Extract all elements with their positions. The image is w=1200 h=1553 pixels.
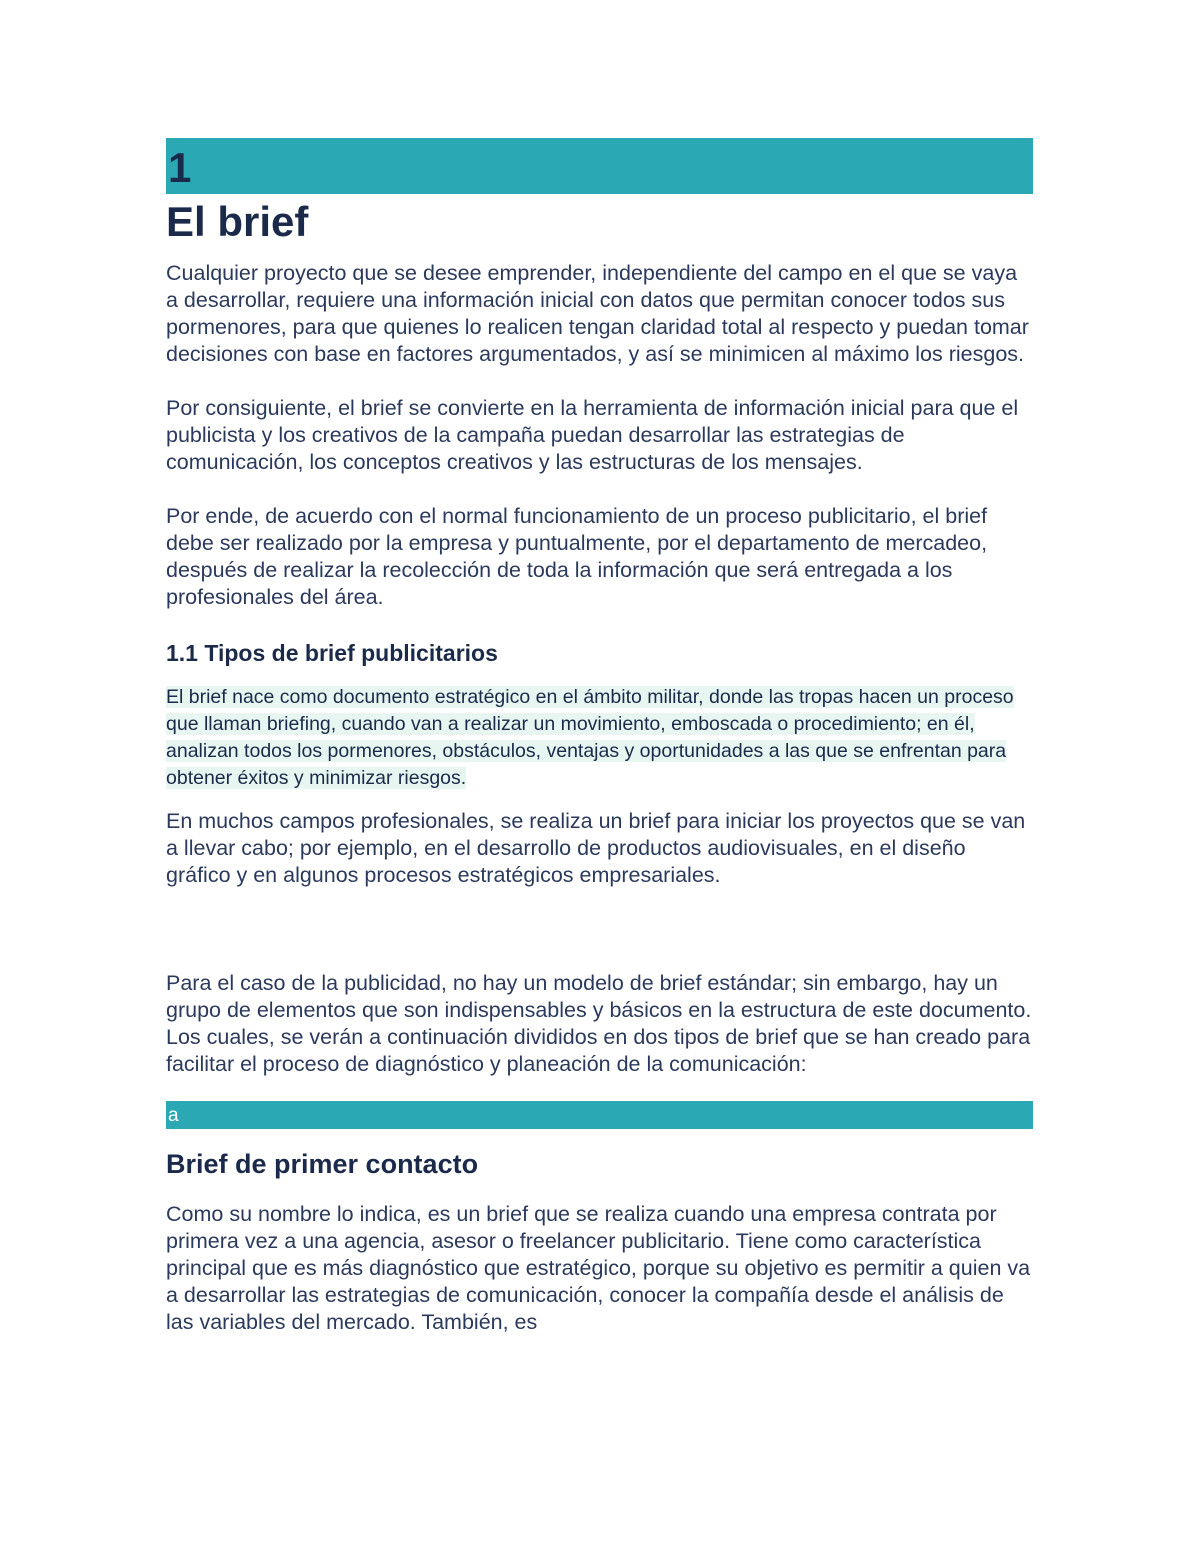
paragraph-campos: En muchos campos profesionales, se realiza un brief para iniciar los proyectos que se van a llevar cabo; por ejemplo, en el desarrollo de productos audiovisuales, en el diseño gráfico y en algunos procesos estratégicos empresariales. [166, 809, 1026, 887]
paragraph-primer-contacto: Como su nombre lo indica, es un brief que se realiza cuando una empresa contrata por primera vez a una agencia, asesor o freelancer publicitario. Tiene como característica principal que es más diagnóstico que estratégico, porque su objetivo es permitir a quien va a desarrollar las estrategias de comunicación, conocer la compañía desde el análisis de las variables del mercado. También, es [166, 1202, 1031, 1334]
subsection-title: 1.1 Tipos de brief publicitarios [166, 640, 498, 666]
highlighted-text: El brief nace como documento estratégico en el ámbito militar, donde las tropas hacen un proceso que llaman briefing, cuando van a realizar un movimiento, emboscada o procedimiento; en él, analizan todos los pormenores, obstáculos, ventajas y oportunidades a las que se enfrentan para obtener éxitos y minimizar riesgos. [166, 686, 1014, 789]
chapter-number: 1 [168, 144, 192, 191]
highlighted-paragraph [166, 684, 1033, 792]
section-letter-band [166, 1101, 1033, 1129]
section-letter: a [168, 1105, 179, 1126]
document-content [166, 138, 1033, 1336]
paragraph-publicidad: Para el caso de la publicidad, no hay un modelo de brief estándar; sin embargo, hay un grupo de elementos que son indispensables y básicos en la estructura de este documento. Los cuales, se verán a continuación divididos en dos tipos de brief que se han creado para facilitar el proceso de diagnóstico y planeación de la comunicación: [166, 971, 1032, 1076]
section-title: Brief de primer contacto [166, 1149, 479, 1179]
chapter-title: El brief [166, 198, 309, 245]
chapter-number-band [166, 138, 1033, 194]
paragraph-ende: Por ende, de acuerdo con el normal funcionamiento de un proceso publicitario, el brief debe ser realizado por la empresa y puntualmente, por el departamento de mercadeo, después de realizar la recolección de toda la información que será entregada a los profesionales del área. [166, 504, 988, 609]
paragraph-consiguiente: Por consiguiente, el brief se convierte en la herramienta de información inicial para que el publicista y los creativos de la campaña puedan desarrollar las estrategias de comunicación, los conceptos creativos y las estructuras de los mensajes. [166, 396, 1019, 474]
intro-paragraph: Cualquier proyecto que se desee emprender, independiente del campo en el que se vaya a desarrollar, requiere una información inicial con datos que permitan conocer todos sus pormenores, para que quienes lo realicen tengan claridad total al respecto y puedan tomar decisiones con base en factores argumentados, y así se minimicen al máximo los riesgos. [166, 261, 1029, 366]
